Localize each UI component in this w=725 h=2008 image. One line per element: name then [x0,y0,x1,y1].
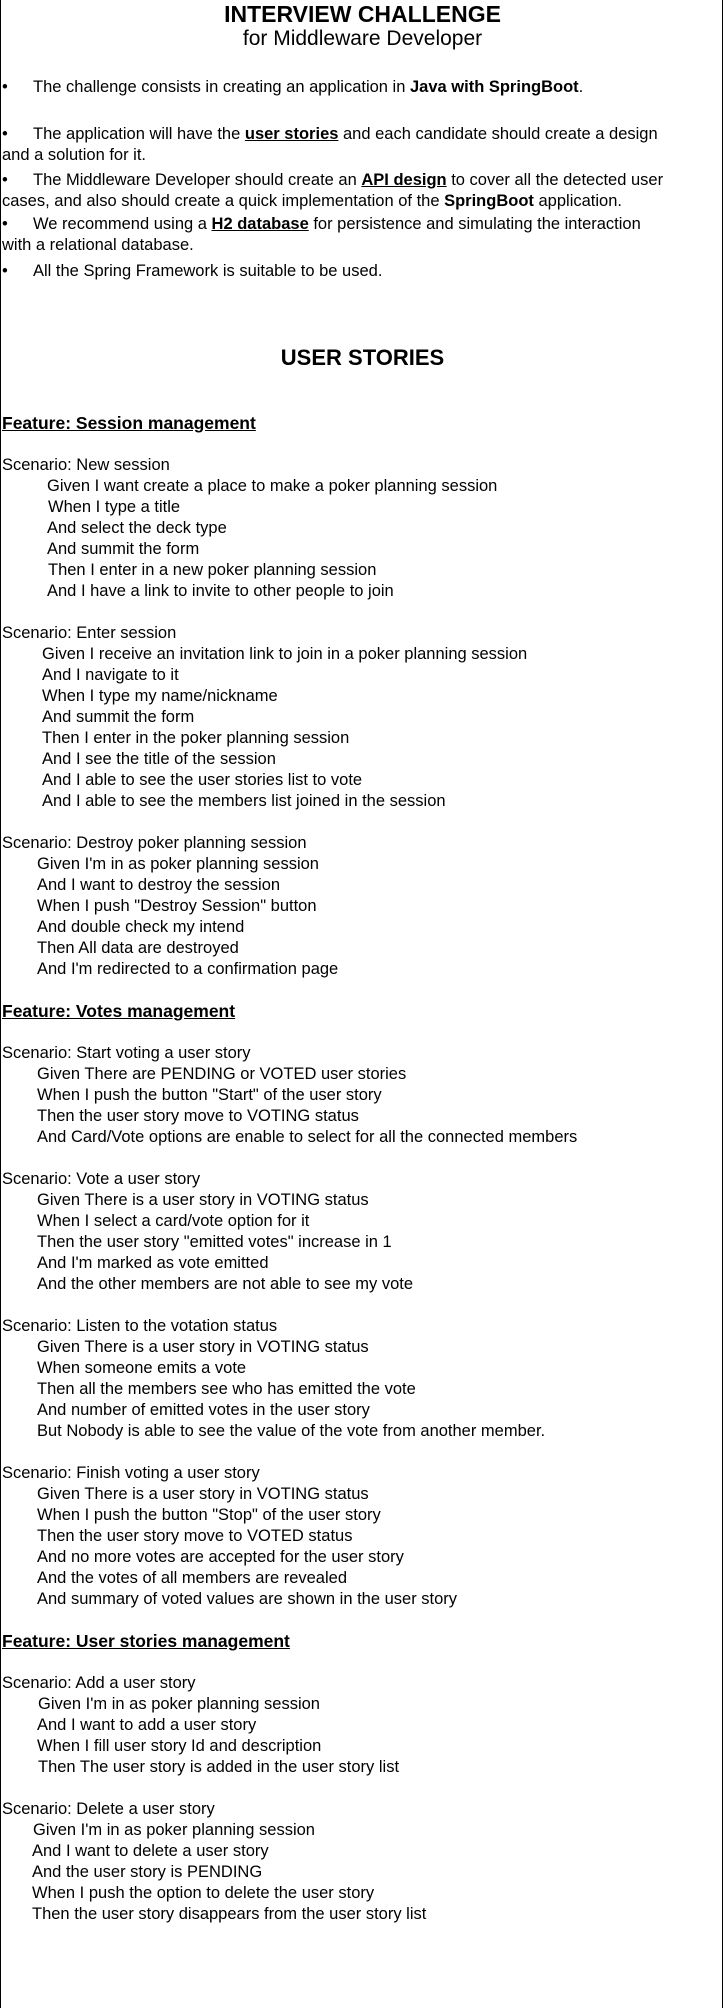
scenario-new-session [2,455,497,602]
scenario-title: Scenario: Enter session [2,624,177,642]
scenario-steps [2,1337,545,1442]
scenario-step: Then All data are destroyed [37,939,239,957]
scenario-step: And the votes of all members are revealed [37,1569,347,1587]
bullet-icon: • [2,78,8,96]
scenario-step: Then the user story "emitted votes" increase in 1 [37,1233,392,1251]
scenario-steps [2,476,497,602]
scenario-title: Scenario: Listen to the votation status [2,1317,278,1335]
scenario-step: And I want to add a user story [37,1716,257,1734]
scenario-step: Given I'm in as poker planning session [33,1821,315,1839]
bullet-icon: • [2,215,8,233]
scenario-step: And I'm marked as vote emitted [37,1254,269,1272]
scenario-step: Then I enter in the poker planning session [42,729,350,747]
feature-votes-management: Feature: Votes management [2,1001,236,1021]
bullet-icon: • [2,171,8,189]
scenario-step: When I select a card/vote option for it [37,1212,310,1230]
scenario-step: And double check my intend [37,918,245,936]
scenario-step: And summary of voted values are shown in the user story [37,1590,458,1608]
scenario-step: When someone emits a vote [37,1359,247,1377]
scenario-step: When I push the option to delete the user story [32,1884,375,1902]
scenario-title: Scenario: New session [2,456,170,474]
scenario-step: And select the deck type [47,519,227,537]
scenario-step: And summit the form [42,708,195,726]
scenario-step: And Card/Vote options are enable to select for all the connected members [37,1128,578,1146]
scenario-add-story [2,1673,399,1778]
scenario-step: When I fill user story Id and description [37,1737,322,1755]
h2-database-link: H2 database [211,215,309,233]
scenario-finish-voting [2,1463,457,1610]
scenario-step: But Nobody is able to see the value of the vote from another member. [37,1422,546,1440]
scenario-step: And I want to destroy the session [37,876,281,894]
scenario-listen-status [2,1316,545,1442]
scenario-step: Given I'm in as poker planning session [38,1695,320,1713]
scenario-title: Scenario: Add a user story [2,1674,196,1692]
scenario-step: Given There is a user story in VOTING status [37,1191,369,1209]
scenario-step: Then I enter in a new poker planning session [48,561,377,579]
scenario-step: When I type my name/nickname [42,687,278,705]
scenario-step: Given There is a user story in VOTING status [37,1485,369,1503]
document-title: INTERVIEW CHALLENGE [224,1,501,27]
scenario-vote-story [2,1169,413,1295]
intro-bullet-5: • All the Spring Framework is suitable to be used. [2,262,383,280]
scenario-step: Given I'm in as poker planning session [37,855,319,873]
scenario-step: When I push the button "Start" of the user story [37,1086,382,1104]
scenario-title: Scenario: Start voting a user story [2,1044,251,1062]
scenario-step: And I want to delete a user story [32,1842,269,1860]
scenario-step: Then the user story move to VOTING status [37,1107,359,1125]
scenario-step: And I navigate to it [42,666,179,684]
user-stories-link: user stories [244,125,339,143]
scenario-title: Scenario: Destroy poker planning session [2,834,307,852]
scenario-steps [2,1190,413,1295]
scenario-enter-session [2,623,527,812]
scenario-steps [2,1820,426,1925]
scenario-steps [2,1694,399,1778]
scenario-step: And I have a link to invite to other people to join [47,582,394,600]
section-title-user-stories: USER STORIES [280,345,445,370]
scenario-start-voting [2,1043,577,1148]
scenario-steps [2,1484,457,1610]
scenario-step: And I able to see the members list joined in the session [42,792,446,810]
bullet-icon: • [2,125,8,143]
intro-bullet-2: • The application will have the user stories and each candidate should create a design and a solution for it. [2,125,658,164]
scenario-step: When I type a title [48,498,181,516]
intro-bullet-1: • The challenge consists in creating an application in Java with SpringBoot. [2,78,584,96]
scenario-step: And the other members are not able to see my vote [37,1275,414,1293]
scenario-step: Given I want create a place to make a poker planning session [47,477,498,495]
scenario-step: Then the user story move to VOTED status [37,1527,353,1545]
scenario-step: And no more votes are accepted for the user story [37,1548,404,1566]
scenario-step: And I see the title of the session [42,750,276,768]
feature-user-stories-management: Feature: User stories management [2,1631,290,1651]
scenario-step: Then the user story disappears from the user story list [32,1905,427,1923]
scenario-step: And summit the form [47,540,200,558]
scenario-steps [2,644,527,812]
scenario-step: And the user story is PENDING [32,1863,263,1881]
bullet-icon: • [2,262,8,280]
scenario-step: When I push "Destroy Session" button [37,897,317,915]
scenario-title: Scenario: Delete a user story [2,1800,215,1818]
scenario-steps [2,1064,577,1148]
api-design-link: API design [361,171,447,189]
document-subtitle: for Middleware Developer [242,27,483,50]
scenario-step: Then The user story is added in the user story list [38,1758,400,1776]
intro-bullet-4: • We recommend using a H2 database for persistence and simulating the interaction with a relational database. [2,215,641,254]
intro-bullet-3: • The Middleware Developer should create an API design to cover all the detected user cases, and also should create a quick implementation of the SpringBoot application. [2,171,664,210]
scenario-step: Given There are PENDING or VOTED user stories [37,1065,407,1083]
scenario-delete-story [2,1799,426,1925]
scenario-step: And I'm redirected to a confirmation page [37,960,339,978]
scenario-step: And I able to see the user stories list to vote [42,771,363,789]
scenario-title: Scenario: Vote a user story [2,1170,201,1188]
scenario-steps [2,854,338,980]
feature-session-management: Feature: Session management [2,413,256,433]
scenario-step: Given I receive an invitation link to join in a poker planning session [42,645,528,663]
scenario-step: Then all the members see who has emitted the vote [37,1380,416,1398]
scenario-title: Scenario: Finish voting a user story [2,1464,260,1482]
scenario-destroy-session [2,833,338,980]
scenario-step: Given There is a user story in VOTING status [37,1338,369,1356]
scenario-step: And number of emitted votes in the user story [37,1401,370,1419]
scenario-step: When I push the button "Stop" of the user story [37,1506,381,1524]
